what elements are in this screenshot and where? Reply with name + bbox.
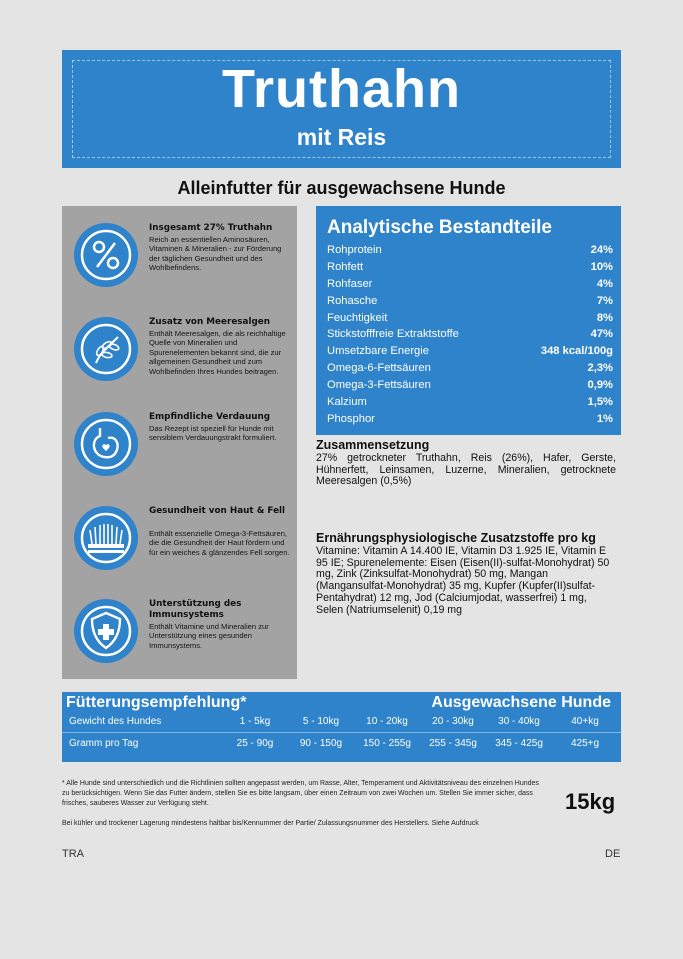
benefits-panel bbox=[62, 206, 297, 679]
table-cell: 10 - 20kg bbox=[366, 716, 408, 727]
analytic-value: 10% bbox=[590, 260, 613, 273]
analytic-row bbox=[327, 377, 613, 394]
analytic-rows bbox=[327, 242, 613, 428]
analytic-title: Analytische Bestandteile bbox=[327, 217, 552, 238]
analytic-value: 7% bbox=[596, 294, 613, 307]
analytic-row bbox=[327, 276, 613, 293]
analytic-label: Omega-3-Fettsäuren bbox=[327, 379, 431, 392]
skin-hair-icon bbox=[74, 506, 138, 570]
benefit-text: Reich an essentiellen Aminosäuren, Vitaminen & Mineralien - zur Förderung der täglichen Gesundheit und des Wohlbefindens. bbox=[149, 235, 282, 273]
analytic-label: Stickstofffreie Extraktstoffe bbox=[327, 328, 459, 341]
product-code: TRA bbox=[62, 848, 84, 860]
analytic-row bbox=[327, 293, 613, 310]
analytic-value: 47% bbox=[590, 328, 613, 341]
analytic-row bbox=[327, 242, 613, 259]
composition-text: 27% getrockneter Truthahn, Reis (26%), Hafer, Gerste, Hühnerfett, Leinsamen, Luzerne, Mineralien, getrocknete Meeresalgen (0,5%) bbox=[316, 452, 616, 488]
benefit-title: Unterstützung des Immunsystems bbox=[149, 599, 242, 620]
table-cell: 255 - 345g bbox=[429, 738, 477, 749]
table-row bbox=[62, 716, 621, 734]
analytic-label: Omega-6-Fettsäuren bbox=[327, 362, 431, 375]
analytic-row bbox=[327, 360, 613, 377]
country-code: DE bbox=[605, 848, 621, 860]
additives-title: Ernährungsphysiologische Zusatzstoffe pro kg bbox=[316, 531, 596, 545]
analytic-label: Rohfett bbox=[327, 260, 364, 273]
stomach-icon bbox=[74, 412, 138, 476]
analytic-label: Umsetzbare Energie bbox=[327, 345, 429, 358]
table-cell: 345 - 425g bbox=[495, 738, 543, 749]
analytic-row bbox=[327, 259, 613, 276]
feeding-target: Ausgewachsene Hunde bbox=[431, 694, 611, 711]
row-label: Gewicht des Hundes bbox=[69, 716, 162, 727]
benefit-text: Enthält Meeresalgen, die als reichhaltige Quelle von Mineralien und Spurenelementen bekannt sind, die zur allgemeinen Gesundheit und zum Wohlbefinden Ihres Hundes beitragen. bbox=[149, 329, 286, 376]
table-cell: 5 - 10kg bbox=[302, 716, 340, 727]
benefit-text: Das Rezept ist speziell für Hunde mit sensiblem Verdauungstrakt formuliert. bbox=[149, 424, 277, 443]
storage-note: Bei kühler und trockener Lagerung mindestens haltbar bis/Kennummer der Partie/ Zulassungsnummer des Herstellers. Siehe Aufdruck bbox=[62, 820, 479, 827]
table-cell: 150 - 255g bbox=[363, 738, 411, 749]
table-cell: 20 - 30kg bbox=[432, 716, 474, 727]
table-cell: 25 - 90g bbox=[236, 738, 274, 749]
benefit-text: Enthält essenzielle Omega-3-Fettsäuren, die die Gesundheit der Haut fördern und für ein weiches & glänzendes Fell sorgen. bbox=[149, 529, 290, 557]
analytic-label: Rohasche bbox=[327, 294, 378, 307]
package-weight: 15kg bbox=[565, 789, 616, 814]
feeding-footnote: * Alle Hunde sind unterschiedlich und die Richtlinien sollten angepasst werden, um Rasse, Alter, Temperament und Aktivitätsniveau des einzelnen Hundes zu berücksichtigen. Wenn Sie das Futter ändern, stellen Sie es bitte langsam, über einen Zeitraum von zwei Wochen um. Stellen Sie immer sicher, dass frisches, sauberes Wasser zur Verfügung steht. bbox=[62, 780, 539, 807]
analytic-label: Rohfaser bbox=[327, 277, 373, 290]
analytic-label: Rohprotein bbox=[327, 244, 382, 256]
header-banner bbox=[62, 50, 621, 168]
product-subtitle: mit Reis bbox=[296, 124, 387, 150]
analytic-label: Phosphor bbox=[327, 412, 375, 425]
additives-text: Vitamine: Vitamin A 14.400 IE, Vitamin D3 1.925 IE, Vitamin E 95 IE; Spurenelemente: Eisen (Eisen(II)-sulfat-Monohydrat) 50 mg, Zink (Zinksulfat-Monohydrat) 50 mg, Mangan (Mangansulfat-Monohydrat) 35 mg, Kupfer (Kupfer(II)sulfat-Pentahydrat) 12 mg, Jod (Calciumjodat, wasserfrei) 1 mg, Selen (Natriumselenit) 0,19 mg bbox=[316, 545, 610, 616]
benefit-title: Empfindliche Verdauung bbox=[149, 412, 271, 422]
benefit-title: Gesundheit von Haut & Fell bbox=[149, 506, 286, 516]
shield-cross-icon bbox=[74, 599, 138, 663]
analytic-value: 8% bbox=[596, 311, 613, 324]
tagline: Alleinfutter für ausgewachsene Hunde bbox=[177, 178, 506, 198]
analytic-value: 1,5% bbox=[587, 396, 613, 409]
row-label: Gramm pro Tag bbox=[69, 738, 139, 749]
table-cell: 30 - 40kg bbox=[498, 716, 540, 727]
feeding-title: Fütterungsempfehlung* bbox=[66, 694, 247, 711]
analytic-box bbox=[316, 206, 621, 435]
benefit-title: Insgesamt 27% Truthahn bbox=[149, 223, 273, 233]
analytic-value: 1% bbox=[596, 412, 613, 425]
analytic-value: 0,9% bbox=[587, 379, 613, 392]
analytic-row bbox=[327, 326, 613, 343]
benefit-title: Zusatz von Meeresalgen bbox=[149, 317, 271, 327]
percent-icon bbox=[74, 223, 138, 287]
composition-title: Zusammensetzung bbox=[316, 438, 430, 452]
table-cell: 425+g bbox=[570, 738, 600, 749]
analytic-value: 2,3% bbox=[587, 362, 613, 375]
analytic-label: Feuchtigkeit bbox=[327, 311, 388, 324]
analytic-row bbox=[327, 310, 613, 327]
table-cell: 90 - 150g bbox=[299, 738, 343, 749]
analytic-row bbox=[327, 343, 613, 360]
analytic-value: 24% bbox=[590, 244, 613, 256]
feeding-table bbox=[62, 692, 621, 762]
analytic-row bbox=[327, 411, 613, 428]
analytic-value: 348 kcal/100g bbox=[540, 345, 613, 358]
table-cell: 1 - 5kg bbox=[239, 716, 271, 727]
analytic-value: 4% bbox=[596, 277, 613, 290]
benefit-text: Enthält Vitamine und Mineralien zur Unterstützung eines gesunden Immunsystems. bbox=[149, 622, 269, 650]
product-title: Truthahn bbox=[222, 59, 461, 119]
analytic-row bbox=[327, 394, 613, 411]
seaweed-icon bbox=[74, 317, 138, 381]
analytic-label: Kalzium bbox=[327, 396, 367, 409]
table-cell: 40+kg bbox=[571, 716, 599, 727]
table-row bbox=[62, 738, 621, 756]
